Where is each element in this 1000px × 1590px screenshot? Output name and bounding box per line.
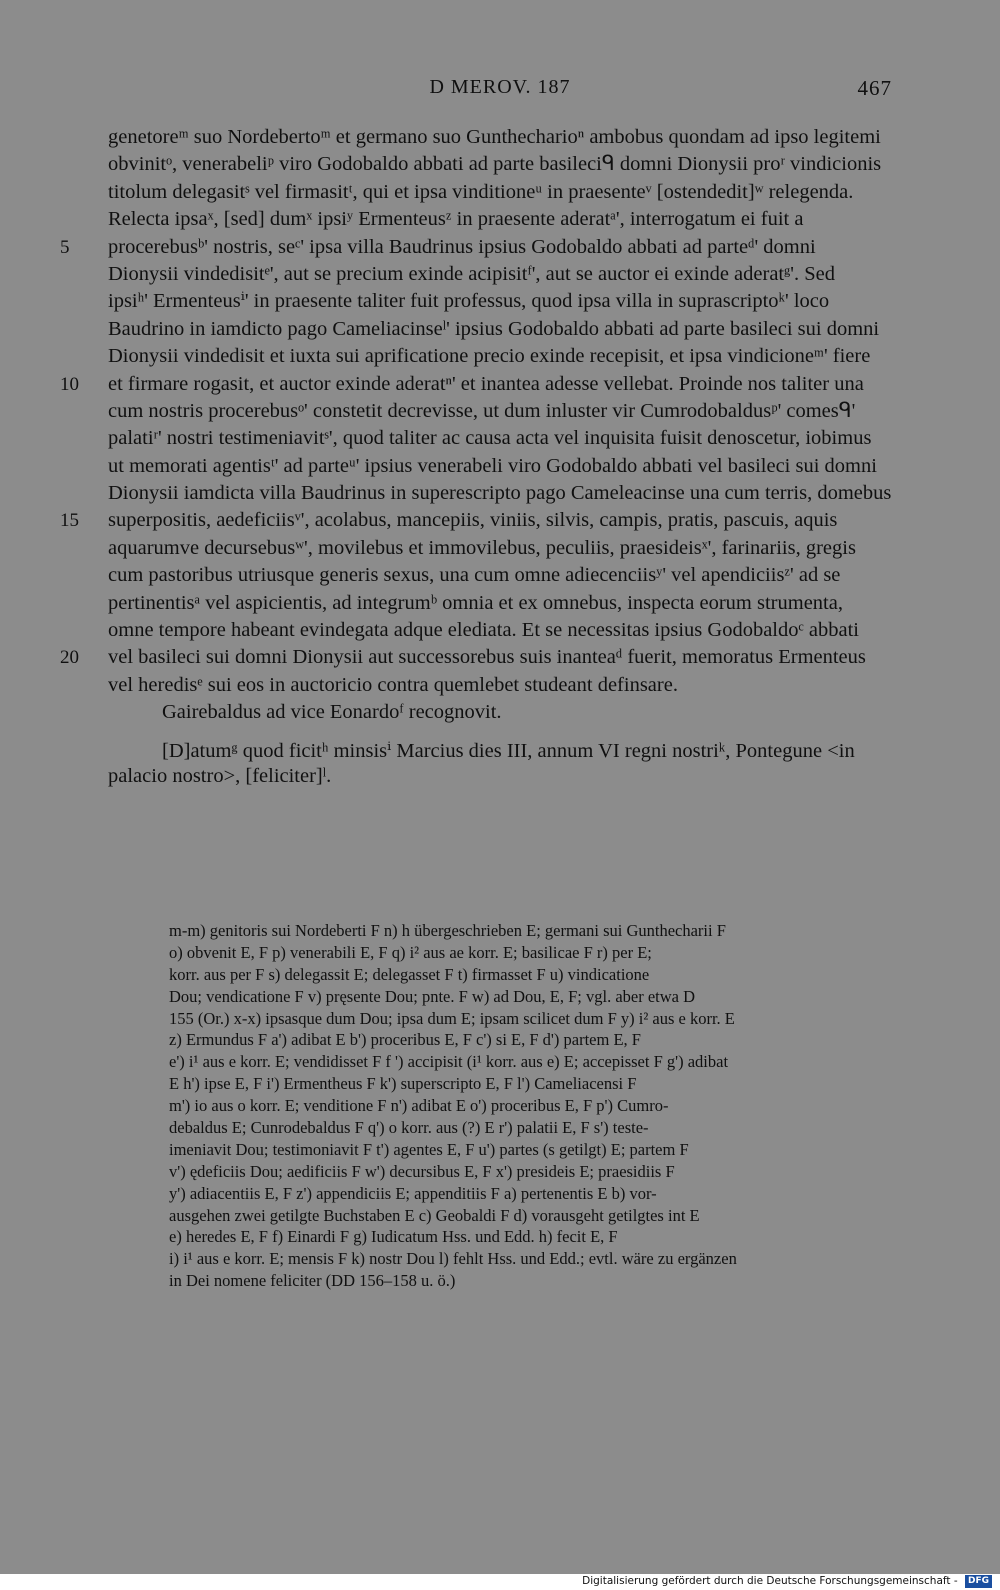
line-text: ipsiʰ' Ermenteusⁱ' in praesente taliter fuit professus, quod ipsa villa in suprascriptoᵏ' loco [108, 290, 830, 313]
line-text: Relecta ipsaˣ, [sed] dumˣ ipsiʸ Ermenteusᶻ in praesente aderatᵃ', interrogatum ei fuit a [108, 208, 804, 231]
line-text: pertinentisᵃ vel aspicientis, ad integrumᵇ omnia et ex omnebus, inspecta eorum strumenta, [108, 591, 843, 614]
text-line [108, 316, 908, 343]
footnote-line: E h') ipse E, F i') Ermentheus F k') superscripto E, F l') Cameliacensi F [169, 1074, 637, 1094]
footnote-line: korr. aus per F s) delegassit E; delegasset F t) firmasset F u) vindicatione [169, 964, 650, 984]
footnote-line: o) obvenit E, F p) venerabili E, F q) i² aus ae korr. E; basilicae F r) per E; [169, 942, 652, 962]
line-text: superpositis, aedeficiisᵛ', acolabus, mancepiis, viniis, silvis, campis, pratis, pascuis, aquis [108, 509, 838, 532]
dating-line-1: [D]atumᵍ quod ficitʰ minsisⁱ Marcius dies III, annum VI regni nostriᵏ, Pontegune <in [162, 740, 855, 762]
text-line [108, 151, 908, 178]
text-line [108, 672, 908, 699]
line-text: palatiʳ' nostri testimeniavitˢ', quod taliter ac causa acta vel inquisita fuisit denoscetur, iobimus [108, 427, 872, 450]
text-line [108, 343, 908, 370]
footer-bar: Digitalisierung gefördert durch die Deutsche Forschungsgemeinschaft - DFG [0, 1574, 1000, 1590]
text-line [108, 590, 908, 617]
line-text: obvinitᵒ, venerabeliᵖ viro Godobaldo abbati ad parte basileciᑫ domni Dionysii proʳ vindicionis [108, 153, 882, 176]
text-line [108, 124, 908, 151]
dfg-logo: DFG [965, 1575, 992, 1588]
footnote-line: ausgehen zwei getilgte Buchstaben E c) Geobaldi F d) vorausgeht getilgtes int E [169, 1205, 700, 1225]
line-text: et firmare rogasit, et auctor exinde aderatⁿ' et inantea adesse vellebat. Proinde nos taliter una [108, 372, 864, 395]
footer-credit: Digitalisierung gefördert durch die Deutsche Forschungsgemeinschaft [582, 1575, 951, 1587]
footnote-line: z) Ermundus F a') adibat E b') proceribus E, F c') si E, F d') partem E, F [169, 1030, 641, 1050]
line-text: omne tempore habeant evindegata adque elediata. Et se necessitas ipsius Godobaldoᶜ abbati [108, 619, 859, 642]
footnote-line: i) i¹ aus e korr. E; mensis F k) nostr Dou l) fehlt Hss. und Edd.; evtl. wäre zu ergänzen [169, 1249, 737, 1269]
footnotes [169, 920, 909, 1292]
line-number: 5 [60, 236, 70, 258]
page-number: 467 [857, 76, 892, 100]
text-line [108, 398, 908, 425]
text-line [108, 261, 908, 288]
line-text: vel basileci sui domni Dionysii aut successorebus suis inanteaᵈ fuerit, memoratus Ermenteus [108, 646, 866, 669]
text-line [108, 206, 908, 233]
line-text: cum nostris procerebusᵒ' constetit decrevisse, ut dum inluster vir Cumrodobaldusᵖ' comesᑫ' [108, 399, 856, 422]
main-text [60, 124, 908, 699]
recognition-line: Gairebaldus ad vice Eonardoᶠ recognovit. [162, 701, 502, 723]
line-text: Baudrino in iamdicto pago Cameliacinseˡ' ipsius Godobaldo abbati ad parte basileci sui domni [108, 317, 880, 340]
line-text: procerebusᵇ' nostris, seᶜ' ipsa villa Baudrinus ipsius Godobaldo abbati ad parteᵈ' domni [108, 235, 816, 258]
line-text: vel heredisᵉ sui eos in auctoricio contra quemlebet studeant definsare. [108, 673, 678, 696]
line-text: Dionysii vindedisit et iuxta sui aprificatione precio exinde recepisit, et ipsa vindicioneᵐ' fiere [108, 345, 871, 368]
line-text: ut memorati agentisᵗ' ad parteᵘ' ipsius venerabeli viro Godobaldo abbati vel basileci sui domni [108, 454, 877, 477]
line-text: Dionysii vindedisitᵉ', aut se precium exinde acipisitᶠ', aut se auctor ei exinde aderatᵍ'. Sed [108, 262, 835, 285]
text-line [108, 425, 908, 452]
text-line [108, 480, 908, 507]
text-line [60, 507, 908, 534]
running-title: D MEROV. 187 [429, 76, 571, 98]
text-line [60, 234, 908, 261]
line-text: genetoreᵐ suo Nordebertoᵐ et germano suo Gunthecharioⁿ ambobus quondam ad ipso legitemi [108, 126, 881, 148]
footnote-line: m') io aus o korr. E; venditione F n') adibat E o') proceribus E, F p') Cumro- [169, 1096, 669, 1116]
text-line [108, 617, 908, 644]
line-number: 15 [60, 510, 79, 532]
line-number: 20 [60, 647, 79, 669]
footnote-line: e) heredes E, F f) Einardi F g) Iudicatum Hss. und Edd. h) fecit E, F [169, 1227, 618, 1247]
footnote-line: imeniavit Dou; testimoniavit F t') agentes E, F u') partes (s getilgt) E; partem F [169, 1139, 689, 1159]
line-text: titolum delegasitˢ vel firmasitᵗ, qui et ipsa vinditioneᵘ in praesenteᵛ [ostendedit]ʷ relegenda. [108, 180, 854, 203]
footnote-line: e') i¹ aus e korr. E; vendidisset F f ') accipisit (i¹ korr. aus e) E; accepisset F g') adibat [169, 1052, 729, 1072]
text-line [60, 371, 908, 398]
line-number: 10 [60, 373, 79, 395]
footnote-line: y') adiacentiis E, F z') appendiciis E; appenditiis F a) pertenentis E b) vor- [169, 1183, 657, 1203]
text-line [108, 453, 908, 480]
line-text: cum pastoribus utriusque generis sexus, una cum omne adiecenciisʸ' vel apendiciisᶻ' ad se [108, 564, 841, 587]
footnote-line: 155 (Or.) x-x) ipsasque dum Dou; ipsa dum E; ipsam scilicet dum F y) i² aus e korr. E [169, 1008, 735, 1028]
text-line [108, 535, 908, 562]
footnote-line: debaldus E; Cunrodebaldus F q') o korr. aus (?) E r') palatii E, F s') teste- [169, 1118, 649, 1138]
text-line [108, 179, 908, 206]
line-text: aquarumve decursebusʷ', movilebus et immovilebus, peculiis, praesideisˣ', farinariis, gregis [108, 536, 856, 559]
dating-line-2: palacio nostro>, [feliciter]ˡ. [108, 765, 332, 787]
text-line [108, 562, 908, 589]
footnote-line: v') ędeficiis Dou; aedificiis F w') decursibus E, F x') presideis E; praesidiis F [169, 1161, 675, 1181]
footnote-line: Dou; vendicatione F v) pręsente Dou; pnte. F w) ad Dou, E, F; vgl. aber etwa D [169, 986, 696, 1006]
footnote-line: m-m) genitoris sui Nordeberti F n) h übergeschrieben E; germani sui Gunthecharii F [169, 921, 726, 940]
text-line [60, 644, 908, 671]
line-text: Dionysii iamdicta villa Baudrinus in superescripto pago Cameleacinse una cum terris, domebus [108, 482, 892, 505]
text-line [108, 288, 908, 315]
footnote-line: in Dei nomene feliciter (DD 156–158 u. ö.) [169, 1271, 456, 1291]
